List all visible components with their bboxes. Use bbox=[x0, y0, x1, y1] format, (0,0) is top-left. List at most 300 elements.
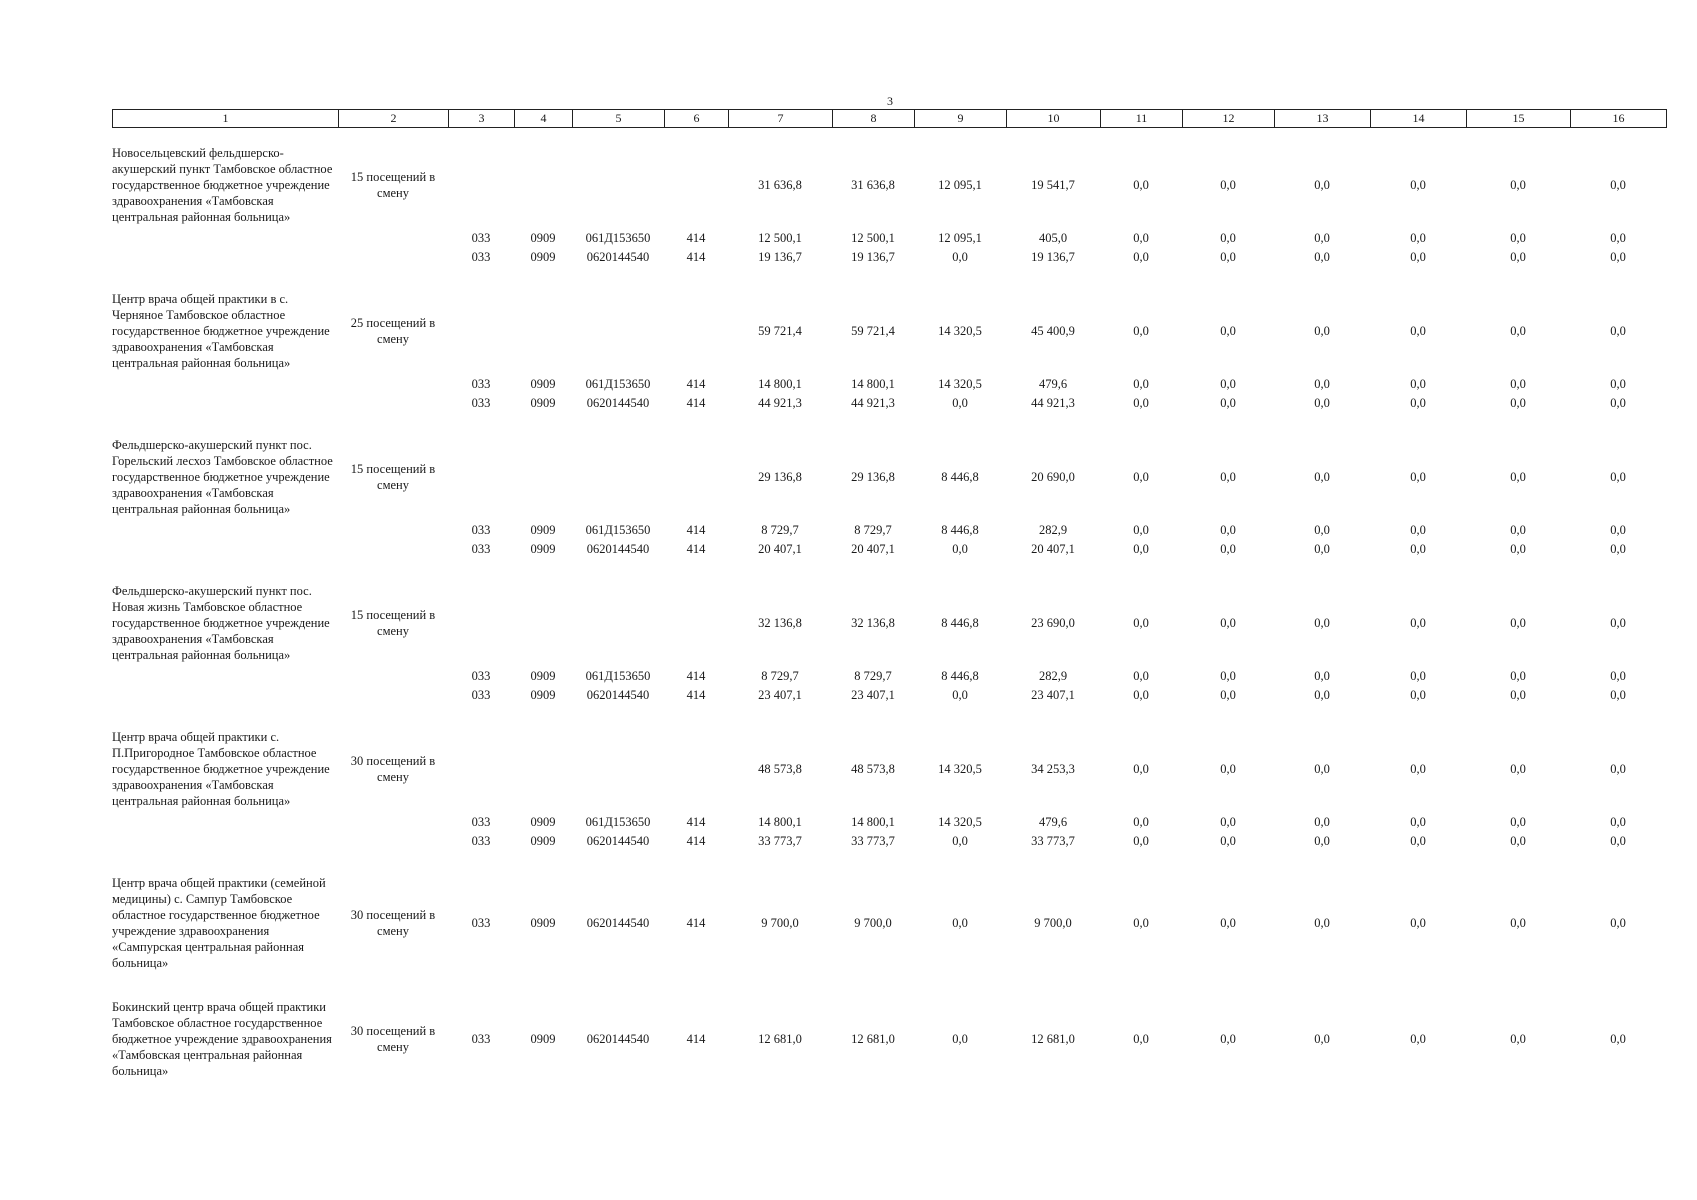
value-col-16: 0,0 bbox=[1610, 834, 1626, 848]
empty-cell bbox=[112, 686, 338, 705]
value-col-9: 0,0 bbox=[952, 688, 968, 702]
value-col-7: 29 136,8 bbox=[758, 469, 802, 484]
value-col-8: 9 700,0 bbox=[854, 915, 892, 930]
section-code: 0909 bbox=[530, 1031, 556, 1046]
value-col-16: 0,0 bbox=[1610, 250, 1626, 264]
table-subrow bbox=[112, 229, 1666, 248]
section-code: 0909 bbox=[530, 915, 556, 930]
empty-cell bbox=[338, 832, 448, 851]
table-subrow bbox=[112, 686, 1666, 705]
target-code bbox=[572, 725, 664, 813]
capacity: 25 посещений в смену bbox=[350, 316, 436, 346]
value-col-8: 12 500,1 bbox=[851, 231, 895, 245]
value-col-8: 44 921,3 bbox=[851, 396, 895, 410]
value-col-14: 0,0 bbox=[1410, 761, 1426, 776]
row-spacer bbox=[112, 267, 1666, 287]
value-col-9: 14 320,5 bbox=[938, 323, 982, 338]
value-col-7: 20 407,1 bbox=[758, 542, 802, 556]
value-col-12: 0,0 bbox=[1220, 469, 1236, 484]
section-code bbox=[514, 287, 572, 375]
value-col-12: 0,0 bbox=[1220, 915, 1236, 930]
table-subrow bbox=[112, 832, 1666, 851]
admin-code bbox=[448, 725, 514, 813]
column-header-11: 11 bbox=[1101, 110, 1183, 128]
value-col-11: 0,0 bbox=[1133, 469, 1149, 484]
table-subrow bbox=[112, 540, 1666, 559]
value-col-12: 0,0 bbox=[1220, 377, 1236, 391]
value-col-15: 0,0 bbox=[1510, 469, 1526, 484]
value-col-10: 23 690,0 bbox=[1031, 615, 1075, 630]
value-col-15: 0,0 bbox=[1510, 915, 1526, 930]
value-col-15: 0,0 bbox=[1510, 377, 1526, 391]
value-col-14: 0,0 bbox=[1410, 377, 1426, 391]
value-col-16: 0,0 bbox=[1610, 377, 1626, 391]
table-subrow bbox=[112, 248, 1666, 267]
value-col-15: 0,0 bbox=[1510, 231, 1526, 245]
value-col-16: 0,0 bbox=[1610, 761, 1626, 776]
value-col-14: 0,0 bbox=[1410, 542, 1426, 556]
value-col-12: 0,0 bbox=[1220, 396, 1236, 410]
value-col-10: 23 407,1 bbox=[1031, 688, 1075, 702]
expense-type-code bbox=[664, 433, 728, 521]
value-col-13: 0,0 bbox=[1314, 542, 1330, 556]
column-header-9: 9 bbox=[915, 110, 1007, 128]
table-subrow bbox=[112, 375, 1666, 394]
row-spacer bbox=[112, 559, 1666, 579]
value-col-11: 0,0 bbox=[1133, 396, 1149, 410]
capacity: 30 посещений в смену bbox=[350, 1024, 436, 1054]
value-col-7: 23 407,1 bbox=[758, 688, 802, 702]
value-col-9: 0,0 bbox=[952, 1031, 968, 1046]
expense-type-code bbox=[664, 725, 728, 813]
spacer-cell bbox=[112, 559, 1666, 579]
target-code: 0620144540 bbox=[586, 834, 650, 848]
value-col-11: 0,0 bbox=[1133, 231, 1149, 245]
value-col-13: 0,0 bbox=[1314, 688, 1330, 702]
section-code bbox=[514, 725, 572, 813]
value-col-12: 0,0 bbox=[1220, 523, 1236, 537]
expense-type-code: 414 bbox=[686, 542, 706, 556]
value-col-13: 0,0 bbox=[1314, 761, 1330, 776]
empty-cell bbox=[338, 540, 448, 559]
expense-type-code: 414 bbox=[686, 834, 706, 848]
column-header-16: 16 bbox=[1571, 110, 1667, 128]
value-col-7: 8 729,7 bbox=[761, 669, 799, 683]
value-col-11: 0,0 bbox=[1133, 815, 1149, 829]
value-col-12: 0,0 bbox=[1220, 250, 1236, 264]
value-col-15: 0,0 bbox=[1510, 323, 1526, 338]
expense-type-code: 414 bbox=[686, 377, 706, 391]
value-col-12: 0,0 bbox=[1220, 231, 1236, 245]
value-col-16: 0,0 bbox=[1610, 542, 1626, 556]
target-code: 061Д153650 bbox=[585, 669, 651, 683]
institution-name: Центр врача общей практики с. П.Пригородное Тамбовское областное государственное бюджетное учреждение здравоохранения «Тамбовская центральная районная больница» bbox=[112, 730, 330, 808]
value-col-9: 12 095,1 bbox=[938, 231, 982, 245]
institution-name: Новосельцевский фельдшерско-акушерский пункт Тамбовское областное государственное бюджетное учреждение здравоохранения «Тамбовская центральная районная больница» bbox=[112, 146, 333, 224]
value-col-13: 0,0 bbox=[1314, 523, 1330, 537]
empty-cell bbox=[112, 229, 338, 248]
value-col-10: 34 253,3 bbox=[1031, 761, 1075, 776]
value-col-10: 19 541,7 bbox=[1031, 177, 1075, 192]
value-col-11: 0,0 bbox=[1133, 688, 1149, 702]
value-col-9: 8 446,8 bbox=[941, 523, 979, 537]
value-col-10: 44 921,3 bbox=[1031, 396, 1075, 410]
value-col-16: 0,0 bbox=[1610, 815, 1626, 829]
expense-type-code: 414 bbox=[686, 231, 706, 245]
target-code: 0620144540 bbox=[586, 542, 650, 556]
value-col-15: 0,0 bbox=[1510, 815, 1526, 829]
value-col-11: 0,0 bbox=[1133, 834, 1149, 848]
value-col-15: 0,0 bbox=[1510, 177, 1526, 192]
table-row bbox=[112, 433, 1666, 521]
empty-cell bbox=[112, 813, 338, 832]
expense-type-code bbox=[664, 141, 728, 229]
value-col-15: 0,0 bbox=[1510, 688, 1526, 702]
value-col-12: 0,0 bbox=[1220, 615, 1236, 630]
admin-code: 033 bbox=[471, 815, 491, 829]
value-col-8: 8 729,7 bbox=[854, 669, 892, 683]
value-col-13: 0,0 bbox=[1314, 177, 1330, 192]
page-number: 3 bbox=[887, 94, 893, 108]
value-col-7: 44 921,3 bbox=[758, 396, 802, 410]
value-col-13: 0,0 bbox=[1314, 377, 1330, 391]
admin-code: 033 bbox=[471, 834, 491, 848]
empty-cell bbox=[112, 375, 338, 394]
expense-type-code: 414 bbox=[686, 396, 706, 410]
value-col-9: 8 446,8 bbox=[941, 669, 979, 683]
value-col-13: 0,0 bbox=[1314, 250, 1330, 264]
value-col-8: 33 773,7 bbox=[851, 834, 895, 848]
value-col-7: 19 136,7 bbox=[758, 250, 802, 264]
section-code: 0909 bbox=[530, 377, 556, 391]
empty-cell bbox=[112, 540, 338, 559]
value-col-9: 0,0 bbox=[952, 542, 968, 556]
target-code: 061Д153650 bbox=[585, 377, 651, 391]
row-spacer bbox=[112, 413, 1666, 433]
value-col-7: 14 800,1 bbox=[758, 815, 802, 829]
value-col-9: 0,0 bbox=[952, 396, 968, 410]
value-col-15: 0,0 bbox=[1510, 1031, 1526, 1046]
admin-code: 033 bbox=[471, 915, 491, 930]
value-col-15: 0,0 bbox=[1510, 761, 1526, 776]
value-col-7: 8 729,7 bbox=[761, 523, 799, 537]
value-col-11: 0,0 bbox=[1133, 669, 1149, 683]
value-col-13: 0,0 bbox=[1314, 915, 1330, 930]
expense-type-code: 414 bbox=[686, 250, 706, 264]
value-col-16: 0,0 bbox=[1610, 323, 1626, 338]
value-col-16: 0,0 bbox=[1610, 523, 1626, 537]
spacer-cell bbox=[112, 851, 1666, 871]
value-col-9: 14 320,5 bbox=[938, 815, 982, 829]
value-col-14: 0,0 bbox=[1410, 177, 1426, 192]
value-col-7: 12 500,1 bbox=[758, 231, 802, 245]
admin-code: 033 bbox=[471, 1031, 491, 1046]
value-col-13: 0,0 bbox=[1314, 469, 1330, 484]
value-col-15: 0,0 bbox=[1510, 396, 1526, 410]
value-col-8: 32 136,8 bbox=[851, 615, 895, 630]
value-col-12: 0,0 bbox=[1220, 761, 1236, 776]
value-col-16: 0,0 bbox=[1610, 469, 1626, 484]
target-code: 0620144540 bbox=[586, 250, 650, 264]
value-col-13: 0,0 bbox=[1314, 1031, 1330, 1046]
value-col-13: 0,0 bbox=[1314, 615, 1330, 630]
value-col-15: 0,0 bbox=[1510, 523, 1526, 537]
expense-type-code bbox=[664, 287, 728, 375]
value-col-8: 8 729,7 bbox=[854, 523, 892, 537]
value-col-9: 0,0 bbox=[952, 915, 968, 930]
value-col-16: 0,0 bbox=[1610, 688, 1626, 702]
empty-cell bbox=[338, 229, 448, 248]
target-code bbox=[572, 433, 664, 521]
spacer-cell bbox=[112, 705, 1666, 725]
value-col-16: 0,0 bbox=[1610, 615, 1626, 630]
row-spacer bbox=[112, 705, 1666, 725]
section-code: 0909 bbox=[530, 834, 556, 848]
value-col-16: 0,0 bbox=[1610, 1031, 1626, 1046]
section-code: 0909 bbox=[530, 523, 556, 537]
table-row bbox=[112, 141, 1666, 229]
value-col-11: 0,0 bbox=[1133, 377, 1149, 391]
section-code: 0909 bbox=[530, 669, 556, 683]
value-col-8: 12 681,0 bbox=[851, 1031, 895, 1046]
value-col-9: 0,0 bbox=[952, 250, 968, 264]
admin-code: 033 bbox=[471, 250, 491, 264]
admin-code: 033 bbox=[471, 669, 491, 683]
target-code: 061Д153650 bbox=[585, 231, 651, 245]
value-col-10: 12 681,0 bbox=[1031, 1031, 1075, 1046]
value-col-9: 12 095,1 bbox=[938, 177, 982, 192]
expense-type-code: 414 bbox=[686, 915, 706, 930]
value-col-10: 19 136,7 bbox=[1031, 250, 1075, 264]
column-header-6: 6 bbox=[665, 110, 729, 128]
empty-cell bbox=[338, 248, 448, 267]
value-col-13: 0,0 bbox=[1314, 669, 1330, 683]
column-header-3: 3 bbox=[449, 110, 515, 128]
section-code bbox=[514, 433, 572, 521]
value-col-10: 479,6 bbox=[1038, 377, 1068, 391]
value-col-10: 45 400,9 bbox=[1031, 323, 1075, 338]
value-col-11: 0,0 bbox=[1133, 523, 1149, 537]
column-header-12: 12 bbox=[1183, 110, 1275, 128]
column-header-15: 15 bbox=[1467, 110, 1571, 128]
value-col-8: 59 721,4 bbox=[851, 323, 895, 338]
budget-table bbox=[112, 141, 1666, 1083]
table-row bbox=[112, 287, 1666, 375]
institution-name: Фельдшерско-акушерский пункт пос. Горельский лесхоз Тамбовское областное государственное бюджетное учреждение здравоохранения «Тамбовская центральная районная больница» bbox=[112, 438, 333, 516]
empty-cell bbox=[112, 248, 338, 267]
expense-type-code: 414 bbox=[686, 1031, 706, 1046]
value-col-11: 0,0 bbox=[1133, 177, 1149, 192]
value-col-10: 282,9 bbox=[1038, 669, 1068, 683]
value-col-7: 12 681,0 bbox=[758, 1031, 802, 1046]
value-col-8: 48 573,8 bbox=[851, 761, 895, 776]
capacity: 15 посещений в смену bbox=[350, 462, 436, 492]
section-code bbox=[514, 579, 572, 667]
value-col-11: 0,0 bbox=[1133, 761, 1149, 776]
value-col-16: 0,0 bbox=[1610, 231, 1626, 245]
empty-cell bbox=[112, 667, 338, 686]
institution-name: Центр врача общей практики (семейной медицины) с. Сампур Тамбовское областное государственное бюджетное учреждение здравоохранения «Сампурская центральная районная больница» bbox=[112, 876, 326, 970]
value-col-10: 405,0 bbox=[1038, 231, 1068, 245]
value-col-14: 0,0 bbox=[1410, 669, 1426, 683]
target-code: 061Д153650 bbox=[585, 815, 651, 829]
value-col-11: 0,0 bbox=[1133, 615, 1149, 630]
table-row bbox=[112, 579, 1666, 667]
admin-code: 033 bbox=[471, 523, 491, 537]
value-col-8: 19 136,7 bbox=[851, 250, 895, 264]
value-col-12: 0,0 bbox=[1220, 323, 1236, 338]
target-code: 0620144540 bbox=[586, 688, 650, 702]
institution-name: Центр врача общей практики в с. Черняное Тамбовское областное государственное бюджетное учреждение здравоохранения «Тамбовская центральная районная больница» bbox=[112, 292, 330, 370]
target-code bbox=[572, 579, 664, 667]
spacer-cell bbox=[112, 413, 1666, 433]
value-col-9: 0,0 bbox=[952, 834, 968, 848]
value-col-14: 0,0 bbox=[1410, 915, 1426, 930]
capacity: 15 посещений в смену bbox=[350, 608, 436, 638]
value-col-10: 9 700,0 bbox=[1034, 915, 1072, 930]
value-col-11: 0,0 bbox=[1133, 542, 1149, 556]
value-col-14: 0,0 bbox=[1410, 323, 1426, 338]
admin-code bbox=[448, 287, 514, 375]
value-col-7: 9 700,0 bbox=[761, 915, 799, 930]
value-col-15: 0,0 bbox=[1510, 669, 1526, 683]
value-col-7: 32 136,8 bbox=[758, 615, 802, 630]
value-col-12: 0,0 bbox=[1220, 688, 1236, 702]
value-col-11: 0,0 bbox=[1133, 250, 1149, 264]
value-col-14: 0,0 bbox=[1410, 834, 1426, 848]
institution-name: Фельдшерско-акушерский пункт пос. Новая жизнь Тамбовское областное государственное бюджетное учреждение здравоохранения «Тамбовская центральная районная больница» bbox=[112, 584, 330, 662]
value-col-10: 479,6 bbox=[1038, 815, 1068, 829]
admin-code: 033 bbox=[471, 688, 491, 702]
expense-type-code: 414 bbox=[686, 688, 706, 702]
value-col-7: 33 773,7 bbox=[758, 834, 802, 848]
column-header-4: 4 bbox=[515, 110, 573, 128]
value-col-12: 0,0 bbox=[1220, 542, 1236, 556]
table-subrow bbox=[112, 667, 1666, 686]
value-col-7: 48 573,8 bbox=[758, 761, 802, 776]
empty-cell bbox=[112, 394, 338, 413]
column-header-1: 1 bbox=[113, 110, 339, 128]
value-col-13: 0,0 bbox=[1314, 815, 1330, 829]
target-code: 0620144540 bbox=[586, 1031, 650, 1046]
value-col-11: 0,0 bbox=[1133, 323, 1149, 338]
value-col-15: 0,0 bbox=[1510, 250, 1526, 264]
target-code: 0620144540 bbox=[586, 396, 650, 410]
table-row bbox=[112, 725, 1666, 813]
value-col-14: 0,0 bbox=[1410, 615, 1426, 630]
value-col-15: 0,0 bbox=[1510, 615, 1526, 630]
column-number-header bbox=[112, 109, 1667, 128]
value-col-7: 31 636,8 bbox=[758, 177, 802, 192]
value-col-10: 20 407,1 bbox=[1031, 542, 1075, 556]
value-col-12: 0,0 bbox=[1220, 669, 1236, 683]
value-col-9: 8 446,8 bbox=[941, 615, 979, 630]
value-col-13: 0,0 bbox=[1314, 323, 1330, 338]
value-col-12: 0,0 bbox=[1220, 815, 1236, 829]
admin-code bbox=[448, 433, 514, 521]
row-spacer bbox=[112, 851, 1666, 871]
value-col-15: 0,0 bbox=[1510, 834, 1526, 848]
value-col-12: 0,0 bbox=[1220, 834, 1236, 848]
value-col-8: 14 800,1 bbox=[851, 815, 895, 829]
table-subrow bbox=[112, 394, 1666, 413]
section-code: 0909 bbox=[530, 688, 556, 702]
admin-code: 033 bbox=[471, 542, 491, 556]
expense-type-code: 414 bbox=[686, 669, 706, 683]
empty-cell bbox=[338, 813, 448, 832]
capacity: 30 посещений в смену bbox=[350, 754, 436, 784]
target-code: 0620144540 bbox=[586, 915, 650, 930]
institution-name: Бокинский центр врача общей практики Тамбовское областное государственное бюджетное учреждение здравоохранения «Тамбовская центральная районная больница» bbox=[112, 1000, 332, 1078]
header-row bbox=[113, 110, 1667, 128]
value-col-14: 0,0 bbox=[1410, 250, 1426, 264]
empty-cell bbox=[338, 686, 448, 705]
section-code bbox=[514, 141, 572, 229]
value-col-14: 0,0 bbox=[1410, 688, 1426, 702]
admin-code bbox=[448, 141, 514, 229]
value-col-14: 0,0 bbox=[1410, 231, 1426, 245]
table-subrow bbox=[112, 521, 1666, 540]
column-header-8: 8 bbox=[833, 110, 915, 128]
column-header-5: 5 bbox=[573, 110, 665, 128]
value-col-14: 0,0 bbox=[1410, 469, 1426, 484]
target-code bbox=[572, 287, 664, 375]
value-col-10: 20 690,0 bbox=[1031, 469, 1075, 484]
column-header-10: 10 bbox=[1007, 110, 1101, 128]
value-col-9: 8 446,8 bbox=[941, 469, 979, 484]
empty-cell bbox=[338, 667, 448, 686]
value-col-16: 0,0 bbox=[1610, 177, 1626, 192]
spacer-cell bbox=[112, 267, 1666, 287]
capacity: 30 посещений в смену bbox=[350, 908, 436, 938]
column-header-13: 13 bbox=[1275, 110, 1371, 128]
value-col-8: 23 407,1 bbox=[851, 688, 895, 702]
value-col-12: 0,0 bbox=[1220, 177, 1236, 192]
section-code: 0909 bbox=[530, 231, 556, 245]
value-col-8: 29 136,8 bbox=[851, 469, 895, 484]
value-col-14: 0,0 bbox=[1410, 396, 1426, 410]
capacity: 15 посещений в смену bbox=[350, 170, 436, 200]
section-code: 0909 bbox=[530, 542, 556, 556]
target-code bbox=[572, 141, 664, 229]
value-col-8: 20 407,1 bbox=[851, 542, 895, 556]
value-col-14: 0,0 bbox=[1410, 1031, 1426, 1046]
empty-cell bbox=[112, 521, 338, 540]
row-spacer bbox=[112, 975, 1666, 995]
column-header-2: 2 bbox=[339, 110, 449, 128]
section-code: 0909 bbox=[530, 815, 556, 829]
table-subrow bbox=[112, 813, 1666, 832]
value-col-10: 33 773,7 bbox=[1031, 834, 1075, 848]
section-code: 0909 bbox=[530, 396, 556, 410]
empty-cell bbox=[112, 832, 338, 851]
admin-code bbox=[448, 579, 514, 667]
value-col-8: 31 636,8 bbox=[851, 177, 895, 192]
value-col-10: 282,9 bbox=[1038, 523, 1068, 537]
value-col-16: 0,0 bbox=[1610, 396, 1626, 410]
value-col-15: 0,0 bbox=[1510, 542, 1526, 556]
value-col-9: 14 320,5 bbox=[938, 377, 982, 391]
value-col-12: 0,0 bbox=[1220, 1031, 1236, 1046]
expense-type-code: 414 bbox=[686, 523, 706, 537]
empty-cell bbox=[338, 394, 448, 413]
value-col-11: 0,0 bbox=[1133, 1031, 1149, 1046]
value-col-13: 0,0 bbox=[1314, 231, 1330, 245]
value-col-7: 59 721,4 bbox=[758, 323, 802, 338]
spacer-cell bbox=[112, 975, 1666, 995]
value-col-16: 0,0 bbox=[1610, 669, 1626, 683]
admin-code: 033 bbox=[471, 231, 491, 245]
